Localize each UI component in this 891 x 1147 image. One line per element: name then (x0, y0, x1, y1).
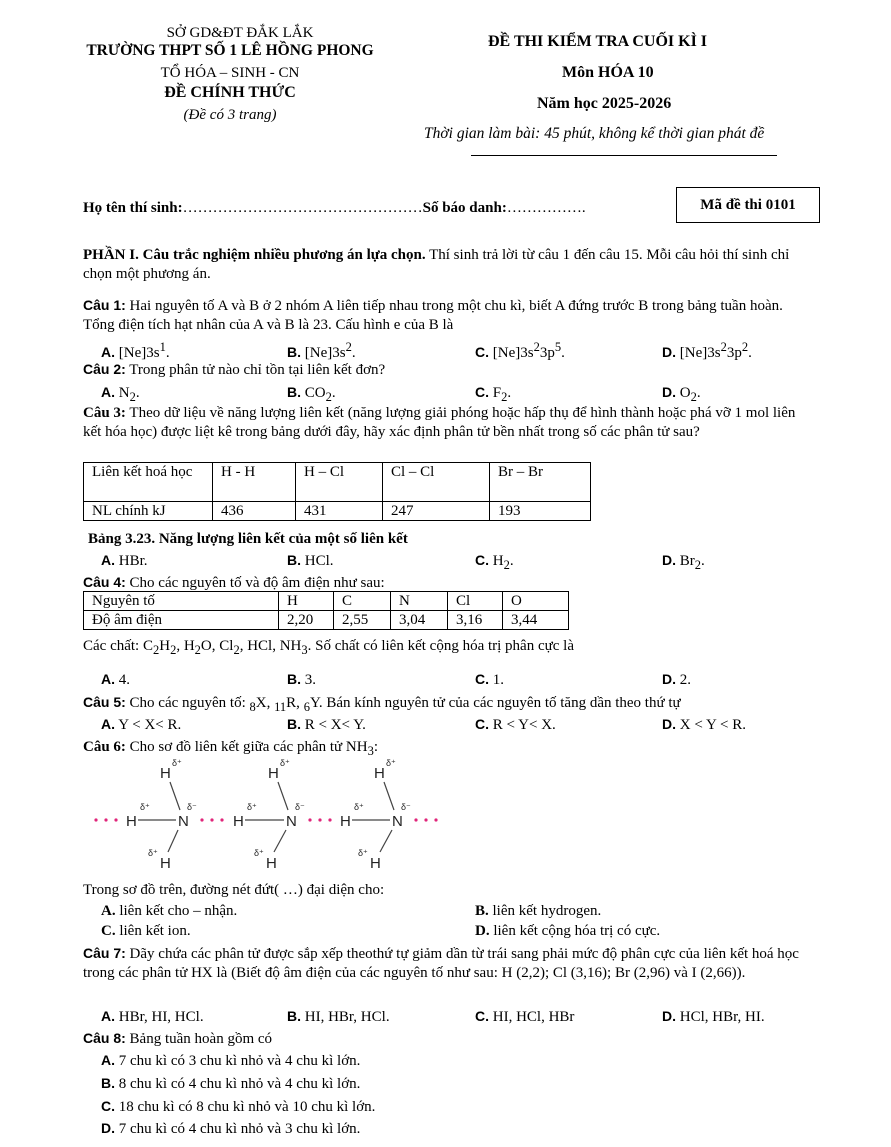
table-cell: Br – Br (490, 463, 591, 502)
q6-option-a[interactable]: A. liên kết cho – nhận. (101, 903, 238, 919)
q2-label: Câu 2: (83, 361, 126, 377)
table-cell: 436 (213, 502, 296, 521)
table-cell: 3,04 (391, 611, 448, 630)
nh3-hydrogen-bond-diagram (90, 752, 450, 878)
part1-desc: Thí sinh trả lời từ câu 1 đến câu 15. Mỗi câu hỏi thí sinh chỉ chọn một phương án. (83, 247, 790, 282)
table-cell: Cl (448, 592, 503, 611)
dept-name: SỞ GD&ĐT ĐẮK LẮK (166, 25, 314, 41)
q8-option-c[interactable]: C. 18 chu kì có 8 chu kì nhỏ và 10 chu kì lớn. (101, 1098, 376, 1115)
q3-label: Câu 3: (83, 405, 126, 421)
q4-text: Cho các nguyên tố và độ âm điện như sau: (125, 575, 385, 591)
table-cell: H - H (213, 463, 296, 502)
table-cell: Cl – Cl (383, 463, 490, 502)
id-dots[interactable]: ……………. (506, 200, 586, 216)
q6-option-c[interactable]: C. liên kết ion. (101, 923, 191, 939)
page-count: (Đề có 3 trang) (183, 107, 277, 123)
atom-h: H (160, 765, 171, 782)
atom-h: H (374, 765, 385, 782)
q5-option-c[interactable]: C. R < Y< X. (475, 716, 556, 733)
table-cell: N (391, 592, 448, 611)
table-cell: 2,55 (334, 611, 391, 630)
q3-option-b[interactable]: B. HCl. (287, 552, 334, 569)
atom-h: H (268, 765, 279, 782)
q6-stem: Câu 6: Cho sơ đồ liên kết giữa các phân tử $NH_3$: (83, 739, 378, 758)
q8-option-b[interactable]: B. 8 chu kì có 4 chu kì nhỏ và 4 chu kì lớn. (101, 1075, 361, 1092)
q1-option-d[interactable]: D. $[Ne]3s^23p^2$. (662, 340, 752, 361)
table-cell: C (334, 592, 391, 611)
q2-option-c[interactable]: C. $F_2$. (475, 384, 512, 404)
q1-stem (83, 296, 813, 334)
atom-n: N (178, 813, 189, 830)
bond-energy-table (83, 462, 591, 521)
table-cell: 2,20 (279, 611, 334, 630)
table-cell: Nguyên tố (84, 592, 279, 611)
q3-option-a[interactable]: A. HBr. (101, 552, 148, 569)
q2-text: Trong phân tử nào chỉ tồn tại liên kết đơn? (125, 362, 386, 378)
q1-label: Câu 1: (83, 297, 126, 313)
partial-plus: δ⁺ (254, 848, 264, 858)
q5-option-a[interactable]: A. Y < X< R. (101, 716, 182, 733)
table-cell: Độ âm điện (84, 611, 279, 630)
group-name: TỔ HÓA – SINH - CN (160, 65, 300, 81)
q2-option-d[interactable]: D. $O_2$. (662, 384, 701, 404)
q3-text: Theo dữ liệu về năng lượng liên kết (năng lượng giải phóng hoặc hấp thụ để hình thành hoặc phá vỡ 1 mol liên kết hóa học) được liệt kê trong bảng dưới đây, hãy xác định phân tử bền nhất trong số các phân tử sau? (83, 405, 796, 440)
time-limit: Thời gian làm bài: 45 phút, không kể thời gian phát đề (424, 125, 765, 142)
table-cell: 431 (296, 502, 383, 521)
q3-table-caption: Bảng 3.23. Năng lượng liên kết của một số liên kết (88, 531, 408, 547)
atom-n: N (392, 813, 403, 830)
part1-title: PHẦN I. Câu trắc nghiệm nhiều phương án lựa chọn. (83, 247, 426, 263)
partial-plus: δ⁺ (247, 802, 257, 812)
q3-option-d[interactable]: D. $Br_2$. (662, 552, 705, 572)
q4-option-a[interactable]: A. 4. (101, 671, 130, 688)
q2-option-a[interactable]: A. $N_2$. (101, 384, 140, 404)
partial-plus: δ⁺ (354, 802, 364, 812)
partial-plus: δ⁺ (148, 848, 158, 858)
nh3-molecule-2 (233, 758, 305, 872)
q1-text: Hai nguyên tố A và B ở 2 nhóm A liên tiếp nhau trong một chu kì, biết A đứng trước B trong bảng tuần hoàn. Tổng điện tích hạt nhân của A và B là 23. Cấu hình e của B là (83, 298, 783, 333)
subject: Môn HÓA 10 (562, 64, 654, 81)
q4-option-b[interactable]: B. 3. (287, 671, 316, 688)
partial-minus: δ⁻ (401, 802, 411, 812)
partial-plus: δ⁺ (386, 758, 396, 768)
partial-plus: δ⁺ (140, 802, 150, 812)
student-line (83, 199, 586, 217)
q7-option-a[interactable]: A. HBr, HI, HCl. (101, 1008, 204, 1025)
atom-h: H (340, 813, 351, 830)
partial-plus: δ⁺ (358, 848, 368, 858)
q2-stem (83, 360, 385, 379)
atom-h: H (233, 813, 244, 830)
school-name: TRƯỜNG THPT SỐ 1 LÊ HỒNG PHONG (86, 42, 374, 59)
name-dots[interactable]: ………………………………………… (182, 200, 423, 216)
table-cell: H – Cl (296, 463, 383, 502)
q1-option-a[interactable]: A. $[Ne]3s^1$. (101, 340, 170, 361)
q5-stem: Câu 5: Cho các nguyên tố: $_8$X, $_{11}$R, $_6$Y. Bán kính nguyên tử của các nguyên tố tăng dần theo thứ tự (83, 694, 681, 714)
q5-option-b[interactable]: B. R < X< Y. (287, 716, 366, 733)
exam-title: ĐỀ THI KIỂM TRA CUỐI KÌ I (488, 33, 708, 50)
q6-option-d[interactable]: D. liên kết cộng hóa trị có cực. (475, 923, 661, 939)
partial-minus: δ⁻ (187, 802, 197, 812)
school-year: Năm học 2025-2026 (537, 95, 672, 112)
q1-option-c[interactable]: C. $[Ne]3s^23p^5$. (475, 340, 565, 361)
atom-h: H (160, 855, 171, 872)
nh3-molecule-3 (340, 758, 411, 872)
q4-option-c[interactable]: C. 1. (475, 671, 504, 688)
q3-option-c[interactable]: C. $H_2$. (475, 552, 514, 572)
name-label: Họ tên thí sinh: (83, 200, 183, 216)
table-cell: O (503, 592, 569, 611)
nh3-molecule-1 (126, 758, 197, 872)
id-label: Số báo danh: (422, 200, 507, 216)
partial-minus: δ⁻ (295, 802, 305, 812)
table-cell: Liên kết hoá học (84, 463, 213, 502)
atom-h: H (126, 813, 137, 830)
q7-option-d[interactable]: D. HCl, HBr, HI. (662, 1008, 765, 1025)
exam-code: Mã đề thi 0101 (676, 187, 820, 223)
q6-question: Trong sơ đồ trên, đường nét đứt( …) đại diện cho: (83, 882, 385, 898)
q8-option-a[interactable]: A. 7 chu kì có 3 chu kì nhỏ và 4 chu kì lớn. (101, 1052, 361, 1069)
part1-intro (83, 246, 813, 283)
header-rule (471, 155, 777, 156)
q4-substances: Các chất: $C_2H_2$, $H_2O$, $Cl_2$, HCl, $NH_3$. Số chất có liên kết cộng hóa trị phân cực là (83, 638, 574, 657)
partial-plus: δ⁺ (172, 758, 182, 768)
table-cell: 193 (490, 502, 591, 521)
atom-h: H (370, 855, 381, 872)
official-label: ĐỀ CHÍNH THỨC (164, 84, 296, 101)
q7-option-b[interactable]: B. HI, HBr, HCl. (287, 1008, 390, 1025)
atom-n: N (286, 813, 297, 830)
q3-stem (83, 404, 813, 441)
table-cell: 3,44 (503, 611, 569, 630)
q5-option-d[interactable]: D. X < Y < R. (662, 716, 746, 733)
q4-label: Câu 4: (83, 574, 126, 590)
atom-h: H (266, 855, 277, 872)
q1-option-b[interactable]: B. $[Ne]3s^2$. (287, 340, 356, 361)
electronegativity-table (83, 591, 569, 630)
partial-plus: δ⁺ (280, 758, 290, 768)
table-cell: 247 (383, 502, 490, 521)
table-cell: NL chính kJ (84, 502, 213, 521)
table-cell: H (279, 592, 334, 611)
q4-option-d[interactable]: D. 2. (662, 671, 691, 688)
table-cell: 3,16 (448, 611, 503, 630)
q2-option-b[interactable]: B. $CO_2$. (287, 384, 336, 404)
q8-stem: Câu 8: Bảng tuần hoàn gồm có (83, 1030, 273, 1047)
q7-option-c[interactable]: C. HI, HCl, HBr (475, 1008, 575, 1025)
q6-option-b[interactable]: B. liên kết hydrogen. (475, 903, 602, 919)
q8-option-d[interactable]: D. 7 chu kì có 4 chu kì nhỏ và 3 chu kì lớn. (101, 1120, 361, 1137)
q7-stem: Câu 7: Dãy chứa các phân tử được sắp xếp theothứ tự giảm dần từ trái sang phải mức độ phân cực của liên kết hoá học trong các phân tử HX là (Biết độ âm điện của các nguyên tố như sau: H (2,2); Cl (3,16); Br (2,96) và I (2,66)). (83, 945, 799, 981)
q4-stem (83, 573, 385, 592)
